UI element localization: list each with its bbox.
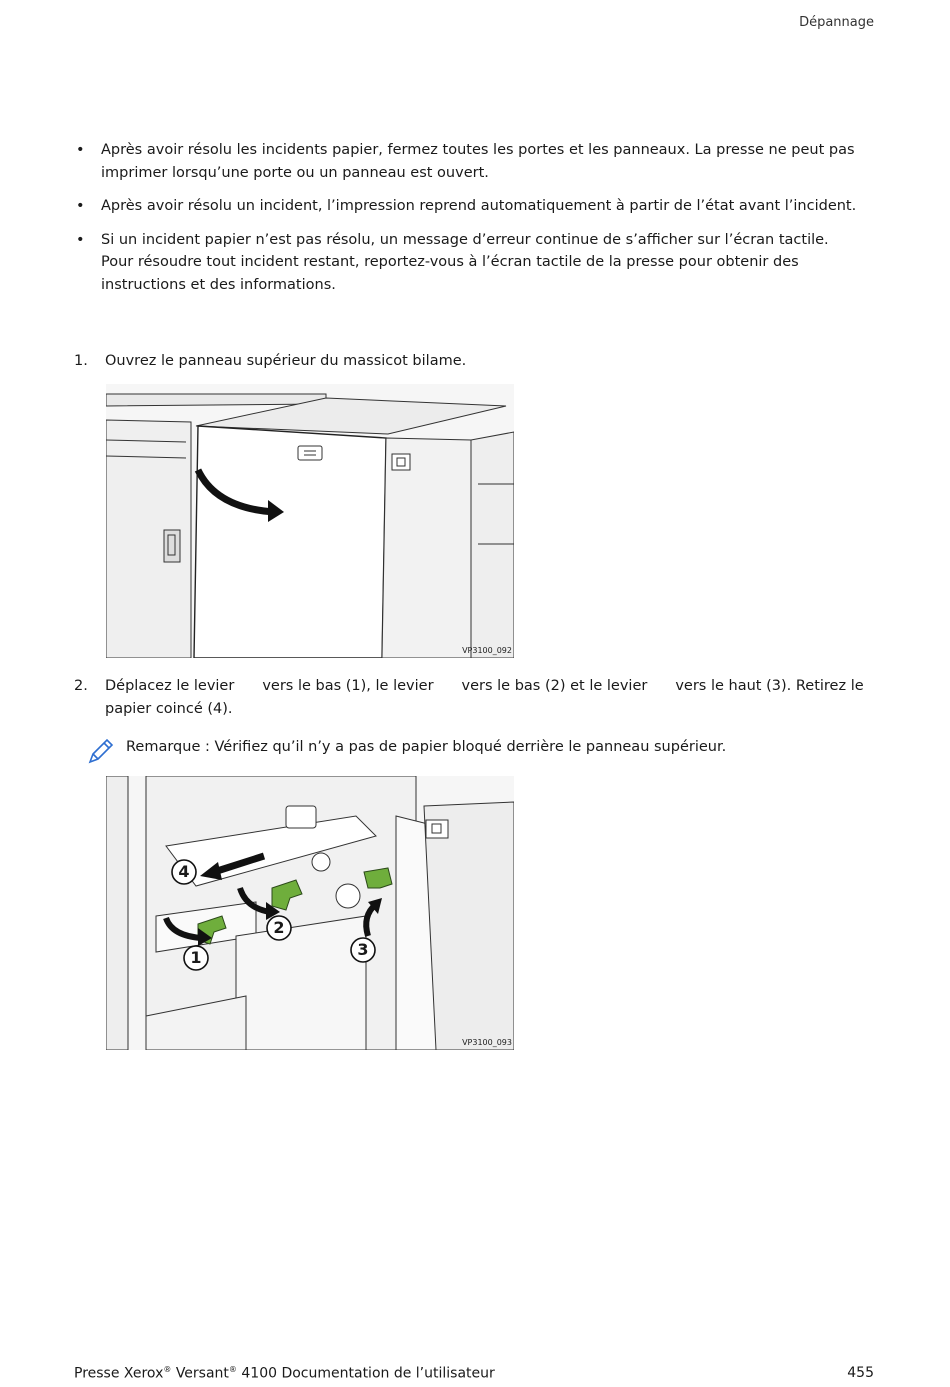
figure-code: VP3100_093 <box>462 1038 512 1047</box>
callout-2: 2 <box>273 918 285 937</box>
callout-3: 3 <box>357 940 369 959</box>
bullet-item: • Après avoir résolu un incident, l’impression reprend automatiquement à partir de l’état avant l’incident. <box>74 195 864 218</box>
step-text: Ouvrez le panneau supérieur du massicot bilame. <box>105 353 467 369</box>
footer-document-title: Presse Xerox® Versant® 4100 Documentation de l’utilisateur <box>74 1365 495 1382</box>
bullet-item: • Après avoir résolu les incidents papier, fermez toutes les portes et les panneaux. La presse ne peut pas imprimer lorsqu’une porte ou un panneau est ouvert. <box>74 139 864 184</box>
note-text: Remarque : Vérifiez qu’il n’y a pas de papier bloqué derrière le panneau supérieur. <box>126 739 727 755</box>
note-box <box>86 736 846 758</box>
step-1 <box>74 350 864 373</box>
page-number: 455 <box>847 1365 874 1381</box>
step-number: 1. <box>74 353 88 369</box>
step-number: 2. <box>74 678 88 694</box>
bullet-item: • Si un incident papier n’est pas résolu, un message d’erreur continue de s’afficher sur l’écran tactile. Pour résoudre tout incident restant, reportez-vous à l’écran tactile de la presse pour obtenir des instructions et des informations. <box>74 229 864 297</box>
step-2 <box>74 675 864 720</box>
bullet-dot: • <box>76 231 85 248</box>
bullet-dot: • <box>76 198 85 214</box>
page-header-section: Dépannage <box>799 15 874 30</box>
figure-open-top-panel <box>106 384 514 658</box>
figure-code: VP3100_092 <box>462 646 512 655</box>
callout-4: 4 <box>178 862 190 881</box>
bullet-dot: • <box>76 142 85 158</box>
notes-bullet-list <box>74 139 864 307</box>
pencil-icon <box>86 736 116 766</box>
figure-remove-jammed-paper <box>106 776 514 1050</box>
callout-1: 1 <box>190 948 202 967</box>
step-text: Déplacez le levier vers le bas (1), le levier vers le bas (2) et le levier vers le haut (3). Retirez le papier coincé (4). <box>105 678 864 717</box>
